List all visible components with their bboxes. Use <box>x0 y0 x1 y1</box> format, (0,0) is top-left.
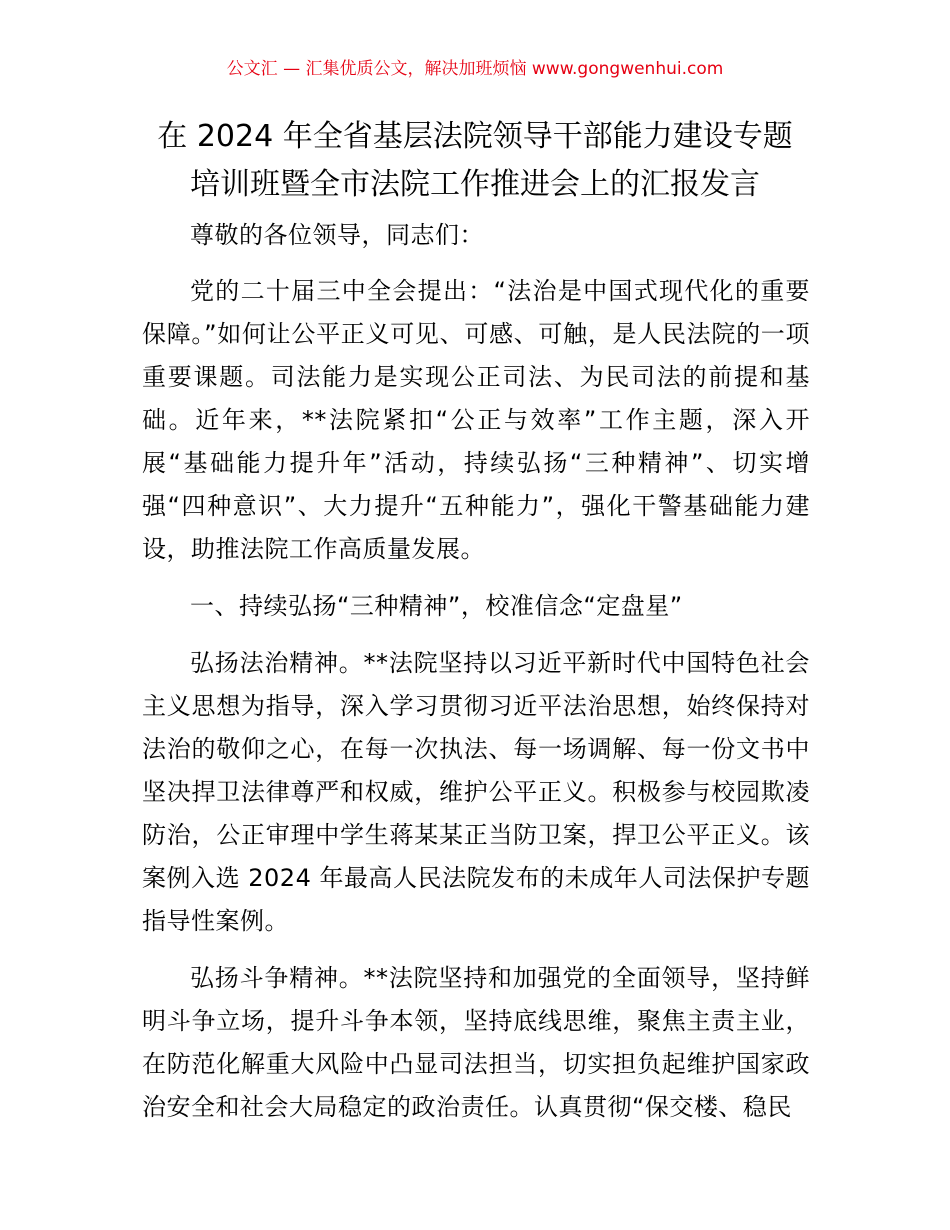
document-title <box>120 113 830 209</box>
greeting: 尊敬的各位领导，同志们： <box>190 221 484 249</box>
section-heading-1: 一、持续弘扬“三种精神”，校准信念“定盘星” <box>190 592 683 620</box>
site-banner: 公文汇 — 汇集优质公文，解决加班烦恼 www.gongwenhui.com <box>226 59 724 79</box>
title-line-1: 在 2024 年全省基层法院领导干部能力建设专题 <box>157 119 793 154</box>
document-body <box>142 214 810 1143</box>
paragraph-struggle-spirit: 弘扬斗争精神。**法院坚持和加强党的全面领导，坚持鲜明斗争立场，提升斗争本领，坚持底线思维，聚焦主责主业，在防范化解重大风险中凸显司法担当，切实担负起维护国家政治安全和社会大局稳定的政治责任。认真贯彻“保交楼、稳民 <box>142 964 810 1121</box>
title-line-2: 培训班暨全市法院工作推进会上的汇报发言 <box>190 167 760 202</box>
paragraph-intro: 党的二十届三中全会提出：“法治是中国式现代化的重要保障。”如何让公平正义可见、可感、可触，是人民法院的一项重要课题。司法能力是实现公正司法、为民司法的前提和基础。近年来，**法院紧扣“公正与效率”工作主题，深入开展“基础能力提升年”活动，持续弘扬“三种精神”、切实增强“四种意识”、大力提升“五种能力”，强化干警基础能力建设，助推法院工作高质量发展。 <box>142 277 810 563</box>
paragraph-rule-of-law-spirit: 弘扬法治精神。**法院坚持以习近平新时代中国特色社会主义思想为指导，深入学习贯彻习近平法治思想，始终保持对法治的敬仰之心，在每一次执法、每一场调解、每一份文书中坚决捍卫法律尊严和权威，维护公平正义。积极参与校园欺凌防治，公正审理中学生蒋某某正当防卫案，捍卫公平正义。该案例入选 2024 年最高人民法院发布的未成年人司法保护专题指导性案例。 <box>142 649 810 935</box>
